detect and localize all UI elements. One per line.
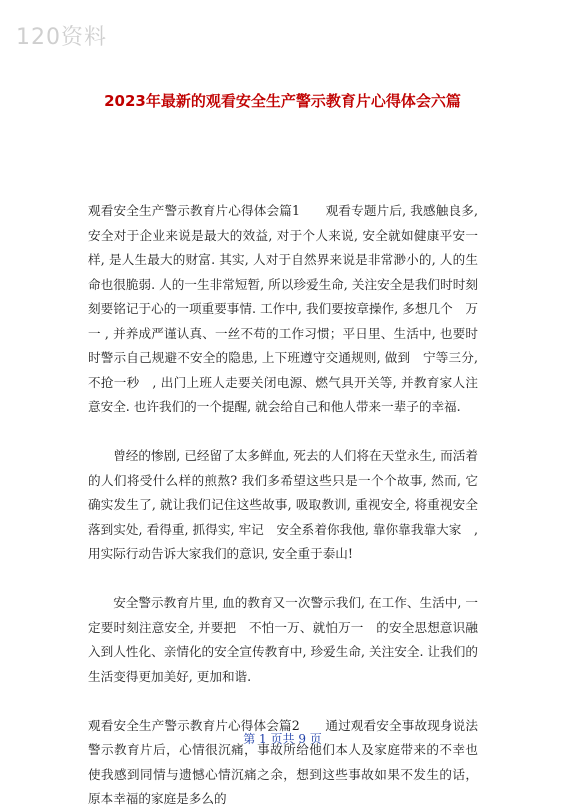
page-number-footer: 第 1 页共 9 页: [243, 732, 322, 746]
paragraph-1: 观看安全生产警示教育片心得体会篇1 观看专题片后, 我感触良多, 安全对于企业来说是最大的效益, 对于个人来说, 安全就如健康平安一样, 是人生最大的财富. 其实, 人对于自然界来说是非常渺小的, 人的生命也很脆弱. 人的一生非常短暂, 所以珍爱生命, 关注安全是我们时时刻刻要铭记于心的一项重要事情. 工作中, 我们要按章操作, 多想几个 万一 , 并养成严谨认真、一丝不苟的工作习惯；平日里、生活中, 也要时时警示自己规避不安全的隐患, 上下班遵守交通规则, 做到 宁等三分, 不抢一秒 , 出门上班人走要关闭电源、燃气具开关等, 并教育家人注意安全. 也许我们的一个提醒, 就会给自己和他人带来一辈子的幸福.: [88, 203, 478, 414]
paragraph-2: 曾经的惨剧, 已经留了太多鲜血, 死去的人们将在天堂永生, 而活着的人们将受什么样的煎熬? 我们多希望这些只是一个个故事, 然而, 它确实发生了, 就让我们记住这些故事, 吸取教训, 重视安全, 将重视安全落到实处, 看得重, 抓得实, 牢记 安全系着你我他, 靠你靠我靠大家 , 用实际行动告诉大家我们的意识, 安全重于泰山!: [88, 448, 478, 561]
paragraph-4: 观看安全生产警示教育片心得体会篇2 通过观看安全事故现身说法警示教育片后，心情很沉痛，事故所给他们本人及家庭带来的不幸也使我感到同情与遗憾心情沉痛之余，想到这些事故如果不发生的话，原本幸福的家庭是多么的: [88, 717, 478, 806]
paragraph-3: 安全警示教育片里, 血的教育又一次警示我们, 在工作、生活中, 一定要时刻注意安全, 并要把 不怕一万、就怕万一 的安全思想意识融入到人性化、亲情化的安全宣传教育中, 珍爱生命, 关注安全. 让我们的生活变得更加美好, 更加和谐.: [88, 595, 478, 684]
document-body: [88, 199, 478, 812]
document-title: 2023年最新的观看安全生产警示教育片心得体会六篇: [104, 92, 461, 110]
watermark-logo: 120资料: [16, 25, 107, 50]
